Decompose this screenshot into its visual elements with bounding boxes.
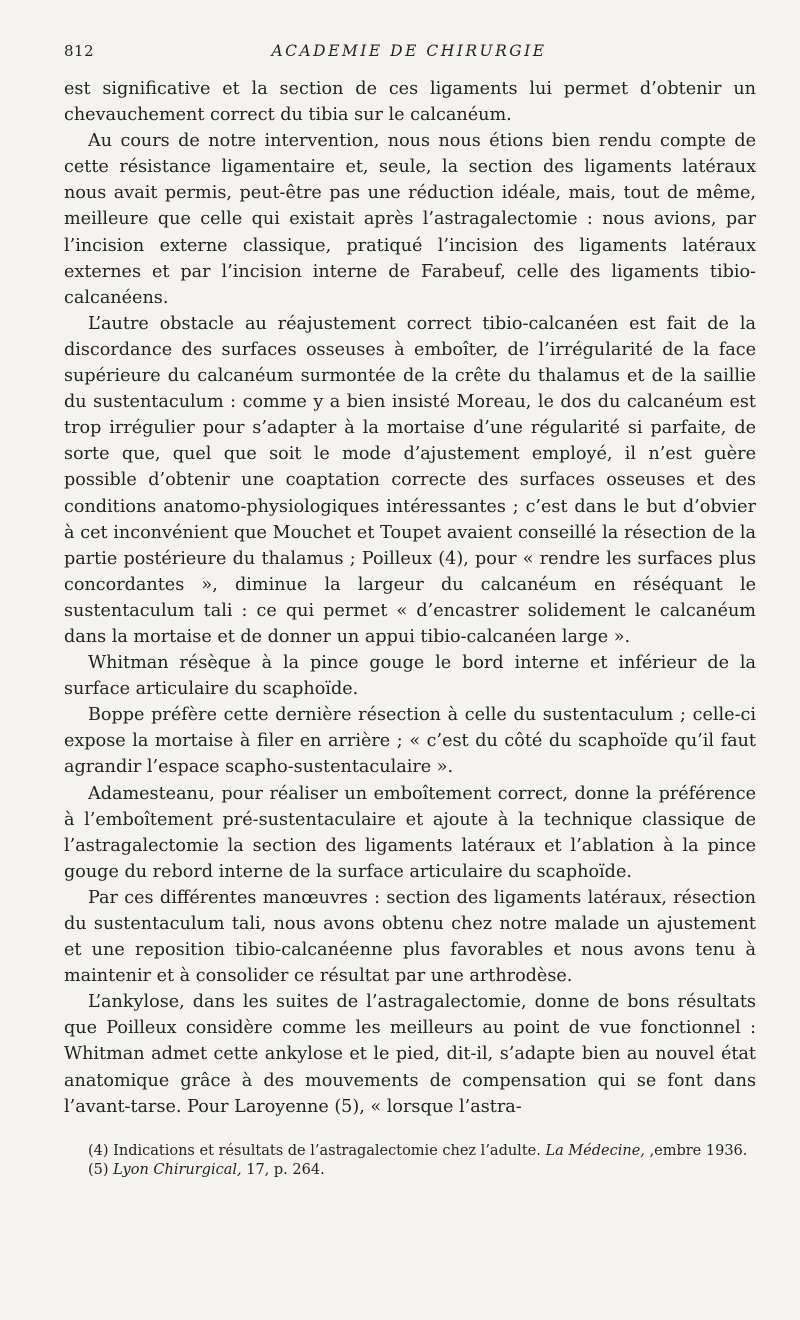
footnote-journal: La Médecine, — [545, 1143, 645, 1159]
page-header — [64, 42, 754, 66]
footnote-rest: ‚embre 1936. — [644, 1143, 748, 1159]
footnote-journal: Lyon Chirurgical, — [113, 1162, 242, 1178]
running-title: ACADEMIE DE CHIRURGIE — [271, 42, 547, 60]
paragraph: L’ankylose, dans les suites de l’astragalectomie, donne de bons résultats que Poilleux considère comme les meilleurs au point de vue fonctionnel : Whitman admet cette ankylose et le pied, dit-il, s’adapte bien au nouvel état anatomique grâce à des mouvements de compensation qui se font dans l’avant-tarse. Pour Laroyenne (5), « lorsque l’astra- — [64, 992, 756, 1117]
paragraph: Adamesteanu, pour réaliser un emboîtement correct, donne la préférence à l’emboîtement pré-sustentaculaire et ajoute à la technique classique de l’astragalectomie la section des ligaments latéraux et l’ablation à la pince gouge du rebord interne de la surface articulaire du scaphoïde. — [64, 783, 756, 882]
paragraph: Whitman résèque à la pince gouge le bord interne et inférieur de la surface articulaire du scaphoïde. — [64, 653, 756, 700]
body-text — [64, 76, 756, 1120]
footnote — [64, 1161, 756, 1180]
footnote-text: (5) — [88, 1162, 114, 1178]
footnotes — [64, 1142, 756, 1180]
page-number: 812 — [64, 42, 95, 60]
footnote — [64, 1142, 756, 1161]
footnote-text: (4) Indications et résultats de l’astragalectomie chez l’adulte. — [88, 1143, 546, 1159]
paragraph: Par ces différentes manœuvres : section des ligaments latéraux, résection du sustentaculum tali, nous avons obtenu chez notre malade un ajustement et une reposition tibio-calcanéenne plus favorables et nous avons tenu à maintenir et à consolider ce résultat par une arthrodèse. — [64, 887, 756, 987]
paragraph: Au cours de notre intervention, nous nous étions bien rendu compte de cette résistance ligamentaire et, seule, la section des ligaments latéraux nous avait permis, peut-être pas une réduction idéale, mais, tout de même, meilleure que celle qui existait après l’astragalectomie : nous avions, par l’incision externe classique, pratiqué l’incision des ligaments latéraux externes et par l’incision interne de Farabeuf, celle des ligaments tibio-calcanéens. — [64, 131, 756, 308]
paragraph: Boppe préfère cette dernière résection à celle du sustentaculum ; celle-ci expose la mortaise à filer en arrière ; « c’est du côté du scaphoïde qu’il faut agrandir l’espace scapho-sustentaculaire ». — [64, 705, 756, 778]
footnote-rest: 17, p. 264. — [241, 1162, 325, 1178]
paragraph: est significative et la section de ces ligaments lui permet d’obtenir un chevauchement correct du tibia sur le calcanéum. — [64, 79, 756, 126]
paragraph: L’autre obstacle au réajustement correct tibio-calcanéen est fait de la discordance des surfaces osseuses à emboîter, de l’irrégularité de la face supérieure du calcanéum surmontée de la crête du thalamus et de la saillie du sustentaculum : comme y a bien insisté Moreau, le dos du calcanéum est trop irrégulier pour s’adapter à la mortaise d’une régularité si parfaite, de sorte que, quel que soit le mode d’ajustement employé, il n’est guère possible d’obtenir une coaptation correcte des surfaces osseuses et des conditions anatomo-physiologiques intéressantes ; c’est dans le but d’obvier à cet inconvénient que Mouchet et Toupet avaient conseillé la résection de la partie postérieure du thalamus ; Poilleux (4), pour « rendre les surfaces plus concordantes », diminue la largeur du calcanéum en réséquant le sustentaculum tali : ce qui permet « d’encastrer solidement le calcanéum dans la mortaise et de donner un appui tibio-calcanéen large ». — [64, 313, 756, 647]
